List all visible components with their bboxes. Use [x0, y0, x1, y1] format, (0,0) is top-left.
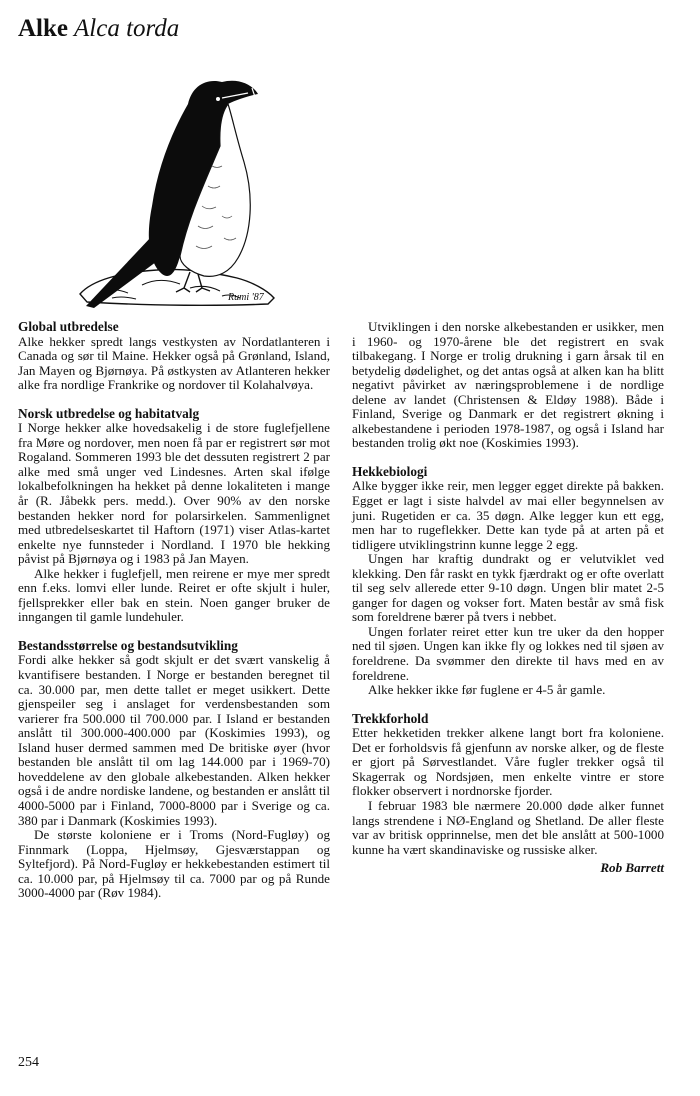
paragraph: Ungen forlater reiret etter kun tre uker da den hopper ned til sjøen. Ungen kan ikke fly og lokkes ned til sjøen av foreldrene. Da svømmer den direkte til havs med en av foreldrene.: [352, 623, 664, 683]
paragraph: I februar 1983 ble nærmere 20.000 døde alker funnet langs strendene i NØ-England og Shetland. De aller fleste var av britisk opprinnelse, men det ble anslått at 500-1000 kunne ha vært skandinaviske og russiske alker.: [352, 797, 664, 857]
section-heading: Global utbredelse: [18, 319, 119, 334]
section-migration: [352, 712, 664, 876]
artist-signature: Rumi '87: [228, 292, 264, 303]
paragraph: Alke hekker i fuglefjell, men reirene er mye mer spredt enn f.eks. lomvi eller lunde. Reiret er ofte skjult i huler, fjellsprekker eller bak en stein. Noen ganger bruker de inngangen til gamle lundehuler.: [18, 565, 330, 625]
author-name: Rob Barrett: [600, 860, 664, 876]
paragraph: I Norge hekker alke hovedsakelig i de store fuglefjellene fra Møre og nordover, men noen få par er registrert sør mot Rogaland. Sommeren 1993 ble det dessuten registrert 2 par alke med små unger ved Lindesnes. Arten skal ifølge lokalbefolkningen ha hekket på denne lokaliteten i mange år (R. Jåbekk pers. medd.). Over 90% av den norske bestanden hekker nord for polarsirkelen. Sammenlignet med utbredelseskartet til Haftorn (1971) viser Atlas-kartet enkelte nye funnsteder i Nordland. I 1970 ble hekking påvist på Bjørnøya og i 1983 på Jan Mayen.: [18, 420, 330, 567]
section-breeding-biology: [352, 465, 664, 698]
page-title: [18, 14, 179, 44]
paragraph: Utviklingen i den norske alkebestanden er usikker, men i 1960- og 1970-årene ble det registrert en svak tilbakegang. I Norge er trolig drukning i garn årsak til en betydelig dødelighet, og det antas også at alken kan ha blitt negativt påvirket av næringsproblemene i de nordlige delene av landet (Christensen & Eldøy 1988). Både i Finland, Sverige og Danmark er det registrert økning i alkebestandene i perioden 1978-1987, og også i Island har bestanden trolig økt noe (Koskimies 1993).: [352, 319, 664, 451]
section-norwegian-distribution: [18, 407, 330, 625]
paragraph: Ungen har kraftig dundrakt og er velutviklet ved klekking. Den får raskt en tykk fjærdrakt og er ofte overlatt til seg selv allerede etter 9-10 døgn. Ungen blir matet 2-5 ganger for dagen og vokser fort. Maten består av små fisk som foreldrene bærer på tvers i nebbet.: [352, 551, 664, 625]
paragraph: Alke hekker ikke før fuglene er 4-5 år gamle.: [368, 682, 606, 698]
razorbill-illustration: [72, 66, 282, 312]
section-population-continued: [352, 320, 664, 451]
right-column: [352, 320, 664, 890]
section-heading: Trekkforhold: [352, 710, 429, 726]
section-heading: Norsk utbredelse og habitatvalg: [18, 405, 200, 421]
left-column: [18, 320, 330, 915]
paragraph: Alke hekker spredt langs vestkysten av Nordatlanteren i Canada og sør til Maine. Hekker også på Grønland, Island, Jan Mayen og Bjørnøya. På østkysten av Atlanteren hekker alke fra nordlige Frankrike og nordover til Kolahalvøya.: [18, 333, 330, 393]
species-common-name: Alke: [18, 15, 68, 42]
species-latin-name: Alca torda: [74, 15, 180, 42]
section-heading: Bestandsstørrelse og bestandsutvikling: [18, 637, 238, 653]
paragraph: Alke bygger ikke reir, men legger egget direkte på bakken. Egget er lagt i siste halvdel av mai eller begynnelsen av juni. Rugetiden er ca. 35 døgn. Alke legger kun ett egg, men har to rugeflekker. Dette kan tyde på at arten på et tidligere utviklingstrinn kunne legge 2 egg.: [352, 478, 664, 552]
section-heading: Hekkebiologi: [352, 463, 428, 479]
page-number: 254: [18, 1055, 39, 1070]
section-global-distribution: [18, 320, 330, 393]
paragraph: Fordi alke hekker så godt skjult er det svært vanskelig å kvantifisere bestanden. I Norge er bestanden beregnet til ca. 30.000 par, men dette tallet er meget usikkert. Dette gjenspeiler seg i anslaget for verdensbestanden som varierer fra 500.000 til 700.000 par. I Island er bestanden anslått til 300.000-400.000 par (Koskimies 1993), og Island huser dermed sammen med De britiske øyer (hvor bestanden ble anslått til om lag 144.000 par i 1969-70) hoveddelene av den globale alkebestanden. Alken hekker også i de andre nordiske landene, og bestanden er anslått til 4000-5000 par i Finland, 7000-8000 par i Sverige og ca. 380 par i Danmark (Koskimies 1993).: [18, 652, 330, 828]
section-population: [18, 639, 330, 901]
paragraph: Etter hekketiden trekker alkene langt bort fra koloniene. Det er forholdsvis få gjenfunn av norske alker, og de fleste er gjort på Sørvestlandet. Våre fugler trekker også til Skagerrak og Nordsjøen, men enkelte vintre er store flokker observert i nordnorske fjorder.: [352, 725, 664, 799]
paragraph: De største koloniene er i Troms (Nord-Fugløy) og Finnmark (Loppa, Hjelmsøy, Gjesværstappan og Syltefjord). På Nord-Fugløy er hekkebestanden estimert til ca. 10.000 par, på Hjelmsøy til ca. 7000 par og på Runde 3000-4000 par (Røv 1984).: [18, 827, 330, 901]
